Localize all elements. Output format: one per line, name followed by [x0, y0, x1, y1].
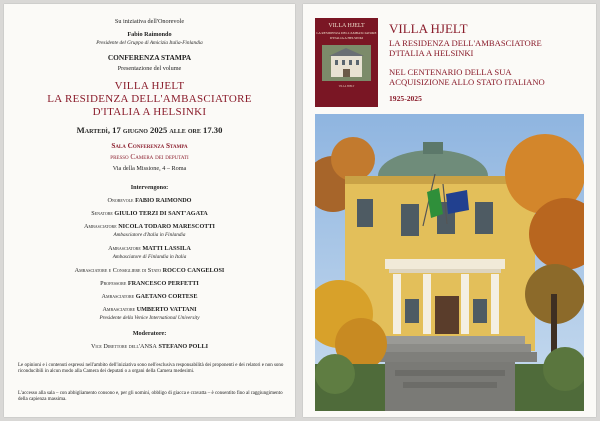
venue-address: Via della Missione, 4 – Roma [112, 165, 187, 172]
speaker-title: Ambasciatore [108, 245, 141, 252]
speaker-line [4, 293, 295, 300]
cover-years: 1925-2025 [389, 94, 422, 103]
speakers-heading: Intervengono: [130, 184, 169, 191]
cover-subtitle-line-1: LA RESIDENZA DELL'AMBASCIATORE [389, 38, 542, 48]
moderator-heading: Moderatore: [132, 330, 167, 337]
book-cover-title: VILLA HJELT [338, 85, 355, 88]
cover-centenary-line-2: ACQUISIZIONE ALLO STATO ITALIANO [389, 77, 545, 87]
speaker-name: ROCCO CANGELOSI [162, 267, 225, 274]
speaker-line [4, 245, 295, 252]
book-cover-subtitle: D'ITALIA A HELSINKI [329, 36, 364, 40]
speaker-line [4, 280, 295, 287]
venue-line-1: Sala Conferenza Stampa [111, 142, 188, 150]
speaker-name: FRANCESCO PERFETTI [127, 280, 199, 287]
speaker-role: Presidente della Venice International University [99, 315, 200, 321]
speaker-line [4, 223, 295, 230]
host-role: Presidente del Gruppo di Amicizia Italia-Finlandia [96, 40, 203, 46]
cover-title: VILLA HJELT [389, 21, 468, 36]
speaker-role: Ambasciatore di Finlandia in Italia [112, 254, 187, 260]
event-date-time: Martedì, 17 giugno 2025 alle ore 17.30 [76, 125, 223, 135]
speaker-name: FABIO RAIMONDO [135, 197, 192, 204]
book-cover-subtitle: LA RESIDENZA DELL'AMBASCIATORE [316, 31, 377, 35]
speaker-title: Ambasciatore [84, 223, 117, 230]
intro-line: Su iniziativa dell'Onorevole [114, 18, 185, 25]
speaker-title: Ambasciatore [101, 293, 135, 300]
speaker-line [4, 210, 295, 217]
access-note: L'accesso alla sala – con abbigliamento consono e, per gli uomini, obbligo di giacca e cravatta – è consentito fino al raggiungimento della capienza massima. [18, 391, 283, 402]
book-cover-photo [322, 45, 371, 81]
moderator-title: Vice Direttore dell'ANSA [90, 343, 157, 350]
disclaimer-text: Le opinioni e i contenuti espressi nell'ambito dell'iniziativa sono nell'esclusiva responsabilità dei proponenti e dei relatori e non sono riconducibili in alcun modo alla Camera dei deputati o a organi della Camera medesimi. [18, 363, 284, 374]
speaker-name: MATTI LASSILA [142, 245, 191, 252]
speaker-title: Ambasciatore e Consigliere di Stato [74, 267, 162, 274]
speaker-title: Senatore [91, 210, 113, 217]
book-cover-thumbnail [315, 18, 378, 107]
villa-hjelt-illustration [315, 114, 584, 411]
cover-centenary-line-1: NEL CENTENARIO DELLA SUA [389, 67, 512, 77]
left-page [4, 4, 295, 417]
cover-subtitle-line-2: D'ITALIA A HELSINKI [389, 48, 474, 58]
speaker-line [4, 306, 295, 313]
right-page [303, 4, 596, 417]
moderator-line [4, 343, 295, 350]
speaker-line [4, 267, 295, 274]
speaker-name: UMBERTO VATTANI [136, 306, 197, 313]
book-title-line-2: LA RESIDENZA DELL'AMBASCIATORE [47, 93, 252, 105]
venue-line-2: presso Camera dei deputati [110, 153, 189, 161]
speaker-name: NICOLA TODARO MARESCOTTI [118, 223, 215, 230]
speaker-name: GAETANO CORTESE [135, 293, 198, 300]
event-type: CONFERENZA STAMPA [107, 53, 192, 62]
speaker-title: Ambasciatore [102, 306, 136, 313]
presentation-line: Presentazione del volume [117, 65, 182, 72]
book-title-line-1: VILLA HJELT [114, 80, 185, 92]
host-name: Fabio Raimondo [127, 31, 172, 38]
speaker-line [4, 197, 295, 204]
book-cover-title: VILLA HJELT [328, 23, 365, 29]
speaker-title: Onorevole [107, 197, 134, 204]
moderator-name: STEFANO POLLI [158, 343, 209, 350]
villa-photo [315, 114, 584, 411]
speaker-name: GIULIO TERZI DI SANT'AGATA [114, 210, 208, 217]
book-title-line-3: D'ITALIA A HELSINKI [92, 106, 207, 118]
speaker-role: Ambasciatore d'Italia in Finlandia [113, 232, 186, 238]
speaker-title: Professore [100, 280, 127, 287]
